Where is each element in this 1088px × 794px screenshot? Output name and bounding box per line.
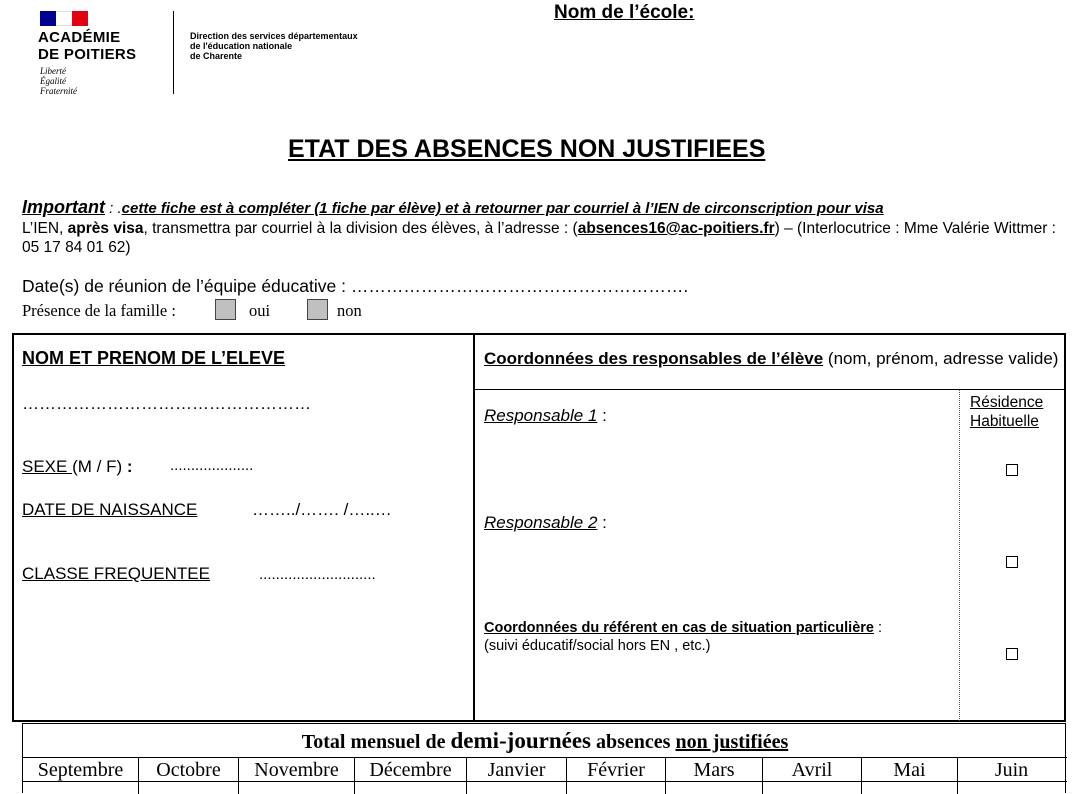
logo-line1: ACADÉMIE: [38, 29, 121, 46]
responsable-2-row: [484, 513, 607, 533]
monthly-title-4: non justifiées: [675, 731, 789, 753]
important-label: Important: [22, 197, 105, 217]
logo-line2: DE POITIERS: [38, 46, 137, 63]
responsable-1-label: Responsable 1: [484, 406, 598, 425]
important-notice: [22, 197, 884, 218]
sexe-field[interactable]: ....................: [170, 457, 254, 474]
referent-label: Coordonnées du référent en cas de situation particulière: [484, 620, 874, 636]
residence-header: [970, 393, 1043, 431]
month-header-fevrier: Février: [567, 758, 666, 794]
monthly-title-2: demi-journées: [450, 728, 591, 753]
residence-column-divider: [959, 390, 960, 721]
academie-logo-text: [38, 29, 136, 63]
sexe-colon: :: [126, 457, 133, 476]
residence-resp2-checkbox[interactable]: [1006, 556, 1018, 568]
ien-apres-visa: après visa: [67, 220, 144, 237]
ien-text-1: L’IEN,: [22, 220, 68, 237]
logo-divider: [173, 11, 174, 94]
republic-motto: [40, 66, 77, 96]
responsables-header-note: (nom, prénom, adresse valide): [823, 349, 1059, 368]
month-header-octobre: Octobre: [139, 758, 239, 794]
referent-colon: :: [873, 620, 883, 636]
republique-flag-icon: [40, 11, 88, 26]
presence-oui-checkbox[interactable]: [215, 299, 236, 320]
dsden-line3: de Charente: [190, 51, 243, 61]
responsables-header-title: Coordonnées des responsables de l’élève: [484, 349, 824, 368]
month-header-mars: Mars: [666, 758, 763, 794]
table-vertical-divider: [473, 333, 475, 722]
responsable-1-row: [484, 406, 607, 426]
responsables-header: [484, 348, 1059, 369]
monthly-title-1: Total mensuel de: [301, 731, 451, 753]
sexe-options: (M / F): [72, 457, 127, 476]
presence-non-checkbox[interactable]: [307, 299, 328, 320]
month-header-novembre: Novembre: [239, 758, 355, 794]
dob-field[interactable]: ……../……. /…..…: [252, 500, 392, 519]
residence-header-line1: Résidence: [970, 394, 1044, 411]
month-header-septembre: Septembre: [23, 758, 139, 794]
important-sep: : .: [105, 200, 122, 217]
page-title: ETAT DES ABSENCES NON JUSTIFIEES: [288, 135, 766, 163]
motto-egalite: Égalité: [40, 76, 66, 86]
month-header-janvier: Janvier: [467, 758, 567, 794]
presence-oui-label: oui: [249, 301, 271, 320]
month-header-avril: Avril: [763, 758, 862, 794]
monthly-title-3: absences: [591, 731, 676, 753]
dob-label: DATE DE NAISSANCE: [22, 500, 198, 519]
classe-field[interactable]: ............................: [259, 566, 376, 583]
monthly-table-title: [23, 728, 1067, 754]
motto-liberte: Liberté: [40, 66, 66, 76]
responsable-2-label: Responsable 2: [484, 513, 598, 532]
ien-email-link[interactable]: absences16@ac-poitiers.fr: [577, 220, 775, 237]
dsden-line1: Direction des services départementaux: [190, 31, 358, 41]
classe-label: CLASSE FREQUENTEE: [22, 564, 210, 583]
residence-resp1-checkbox[interactable]: [1006, 464, 1018, 476]
dsden-label: [190, 31, 358, 61]
presence-non-label: non: [337, 301, 362, 320]
responsable-2-colon: :: [597, 513, 607, 532]
ien-text-3: ) – (Interlocutrice : Mme Valérie Wittmer : 05 17 84 01 62): [22, 220, 1056, 256]
important-text: cette fiche est à compléter (1 fiche par élève) et à retourner par courriel à l’IEN de circonscription pour visa: [121, 200, 884, 217]
referent-block: [484, 619, 954, 655]
motto-fraternite: Fraternité: [40, 86, 77, 96]
month-header-juin: Juin: [994, 759, 1029, 781]
school-name-label: Nom de l’école:: [554, 2, 695, 23]
monthly-header-bottom-line: [23, 781, 1067, 782]
eleve-name-header: NOM ET PRENOM DE L’ELEVE: [22, 348, 286, 368]
responsable-1-colon: :: [597, 406, 607, 425]
sexe-row: [22, 457, 133, 477]
presence-famille-label: Présence de la famille :: [22, 301, 176, 320]
ien-text-2: , transmettra par courriel à la division des élèves, à l’adresse : (: [143, 220, 578, 237]
ien-instructions: [22, 219, 1062, 257]
dsden-line2: de l'éducation nationale: [190, 41, 293, 51]
reunion-date-field[interactable]: Date(s) de réunion de l’équipe éducative : ………………………………………………….: [22, 276, 689, 296]
month-header-mai: Mai: [862, 758, 958, 794]
residence-header-line2: Habituelle: [970, 413, 1039, 430]
monthly-absences-table: [22, 723, 1066, 793]
residence-referent-checkbox[interactable]: [1006, 648, 1018, 660]
sexe-label: SEXE: [22, 457, 73, 476]
eleve-name-field[interactable]: ……………………………………………: [22, 394, 311, 413]
table-right-header-divider: [473, 389, 1066, 390]
referent-note: (suivi éducatif/social hors EN , etc.): [484, 638, 711, 654]
month-header-decembre: Décembre: [355, 758, 467, 794]
